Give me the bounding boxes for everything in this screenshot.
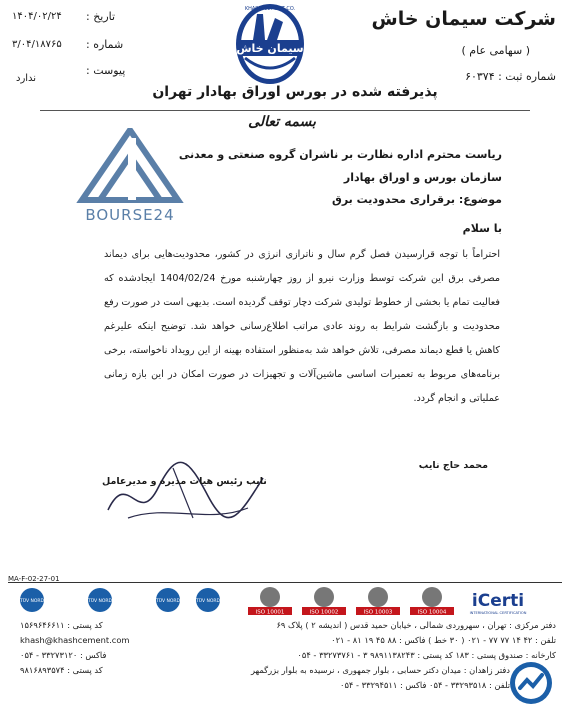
footer-contact-line: کد پستی : ۹۸۱۶۸۹۳۵۷۴: [20, 665, 103, 675]
footer-address-line: دفتر مرکزی : تهران ، سهروردی شمالی ، خیابان حمید قدس ( اندیشه ۲ ) پلاک ۶۹: [276, 620, 556, 630]
signature-stamp: [78, 448, 288, 534]
footer-address-line: تلفن : ۴۲ ۱۴ ۷۷ ۷۷ - ۰۲۱ ( ۳۰ خط ) فاکس : ۸۸ ۴۵ ۱۹ ۸۱ - ۰۲۱: [331, 635, 556, 645]
certification-strip: [8, 586, 562, 618]
corner-brand-icon: [508, 660, 554, 706]
footer-divider: [8, 582, 562, 583]
iso-badge: [248, 587, 292, 616]
tuv-badge: [87, 588, 113, 612]
date-value: ۱۴۰۴/۰۲/۲۴: [12, 11, 62, 22]
footer-address-line: تلفن : ۳۳۲۹۳۵۱۸ - ۰۵۴ فاکس : ۳۳۲۹۴۵۱۱ - ۰۵۴: [340, 680, 510, 690]
stock-exchange-line: پذیرفته شده در بورس اوراق بهادار تهران: [152, 84, 438, 100]
letterhead: [0, 0, 570, 118]
letter-body: احتراماً با توجه قرارسیدن فصل گرم سال و ناترازی انرژی در کشور، محدودیت‌هایی برای دیماند مصرفی برق این شرکت توسط وزارت نیرو از روز چهارشنبه مورخ 1404/02/24 ایجادشده که فعالیت تمام یا بخشی از خطوط تولیدی شرکت دچار توقف گردیده است. بدیهی است در صورت رفع محدودیت و بازگشت شرایط به روند عادی مراتب اطلاع‌رسانی خواهد شد. توضیح اینکه علیرغم کاهش یا قطع دیماند مصرفی، تلاش خواهد شد به‌منظور استفاده بهینه از این رویداد ناخواسته، برخی برنامه‌های مربوط به تعمیرات اساسی ماشین‌آلات و تجهیزات در صورت امکان در این بازه زمانی عملیاتی و انجام گردد.: [104, 249, 500, 404]
number-label: شماره :: [86, 38, 124, 51]
form-code: MA-F-02-27-01: [8, 575, 60, 583]
iso-badge: [356, 587, 400, 616]
attachment-label: پیوست :: [86, 64, 126, 77]
svg-text:TÜV NORD: TÜV NORD: [19, 599, 45, 604]
svg-text:TÜV NORD: TÜV NORD: [155, 599, 181, 604]
svg-text:ISO 10001: ISO 10001: [255, 609, 285, 616]
svg-text:ISO 10003: ISO 10003: [363, 609, 393, 616]
svg-text:ISO 10002: ISO 10002: [309, 609, 339, 616]
company-name: شرکت سیمان خاش: [371, 8, 556, 30]
footer-contact-line: کد پستی : ۱۵۶۹۶۴۶۶۱۱: [20, 620, 103, 630]
logo-text: سیمان خاش: [236, 42, 304, 55]
date-label: تاریخ :: [86, 10, 116, 23]
recipient-line-1: ریاست محترم اداره نظارت بر ناشران گروه صنعتی و معدنی: [178, 148, 502, 161]
header-divider: [40, 110, 530, 111]
bourse24-watermark-logo: [70, 128, 190, 224]
tuv-badge: [155, 588, 181, 612]
svg-text:ISO 10004: ISO 10004: [417, 609, 447, 616]
greeting: با سلام: [462, 222, 502, 235]
khash-cement-logo: [205, 0, 335, 86]
footer-address-line: دفتر زاهدان : میدان دکتر حسابی ، بلوار جمهوری ، نرسیده به بلوار بزرگمهر: [250, 665, 510, 675]
icerti-caption: INTERNATIONAL CERTIFICATION: [469, 611, 527, 615]
recipient-line-2: سازمان بورس و اوراق بهادار: [343, 171, 502, 184]
iso-badge: [302, 587, 346, 616]
bismillah: بسمه تعالی: [248, 114, 316, 130]
footer-email[interactable]: khash@khashcement.com: [20, 635, 130, 645]
footer-address-line: کارخانه : صندوق پستی : ۱۸۳ کد پستی : ۹۸۹۱۱۳۸۲۴۳ ۳ - ۳۳۲۷۳۷۶۱ - ۰۵۴: [297, 650, 556, 660]
signatory-title: نایب رئیس هیات مدیره و مدیرعامل: [102, 476, 267, 487]
svg-text:TÜV NORD: TÜV NORD: [195, 599, 221, 604]
registration-number: شماره ثبت : ۶۰۳۷۴: [465, 70, 556, 83]
iso-badge: [410, 587, 454, 616]
svg-text:TÜV NORD: TÜV NORD: [87, 599, 113, 604]
footer-contact-line: فاکس : ۳۳۲۷۳۱۲۰ - ۰۵۴: [20, 650, 107, 660]
subject-line: موضوع: برقراری محدودیت برق: [332, 193, 502, 206]
company-type: ( سهامی عام ): [461, 44, 530, 57]
icerti-logo: iCerti: [471, 591, 525, 611]
number-value: ۳/۰۴/۱۸۷۶۵: [12, 39, 62, 50]
tuv-badge: [195, 588, 221, 612]
tuv-badge: [19, 588, 45, 612]
bourse24-text: BOURSE24: [85, 206, 175, 224]
signatory-name: محمد حاج نایب: [418, 460, 488, 471]
logo-caption: KHASH CEMENT CO.: [244, 6, 296, 12]
attachment-value: ندارد: [16, 73, 37, 84]
